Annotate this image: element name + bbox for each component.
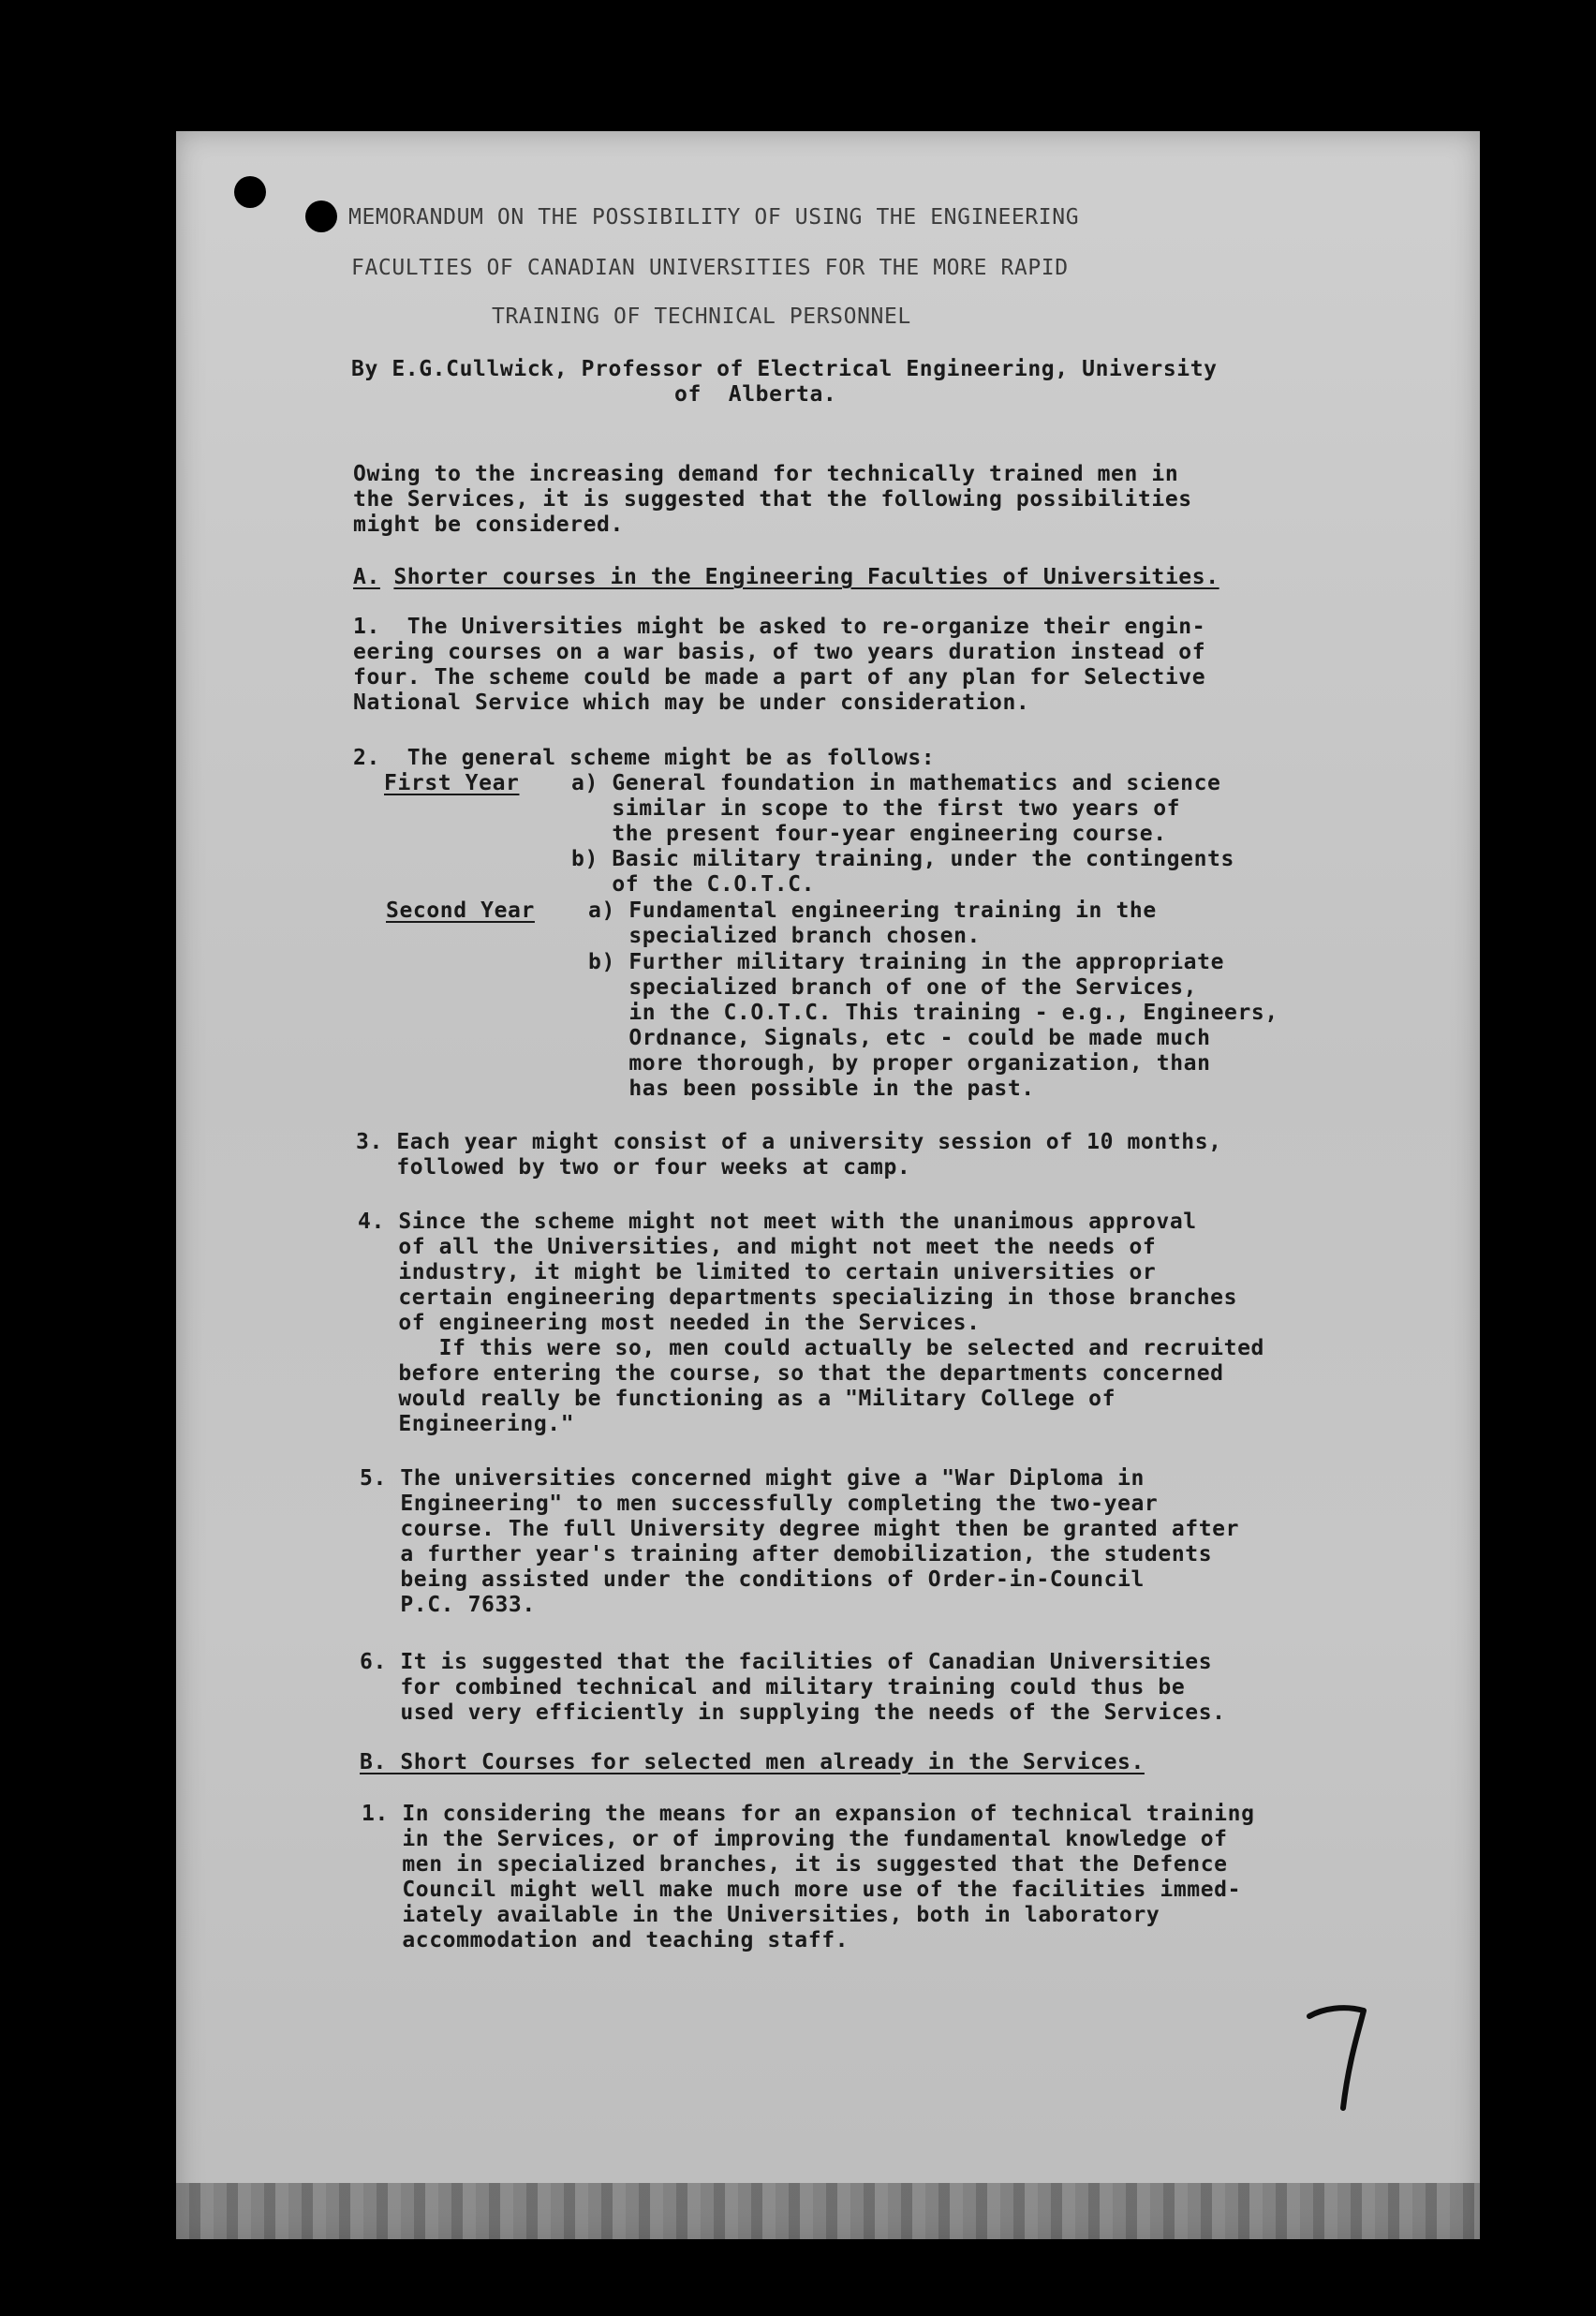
- paragraph-4-line: Engineering.": [358, 1412, 575, 1436]
- title-line-2: FACULTIES OF CANADIAN UNIVERSITIES FOR THE MORE RAPID: [351, 256, 1069, 280]
- paragraph-5-line: a further year's training after demobilization, the students: [360, 1542, 1213, 1566]
- section-b-paragraph-line: in the Services, or of improving the fundamental knowledge of: [362, 1827, 1228, 1851]
- paragraph-3-line: 3. Each year might consist of a university session of 10 months,: [356, 1130, 1222, 1154]
- byline-line-2: of Alberta.: [674, 382, 837, 407]
- first-year-item: of the C.O.T.C.: [571, 872, 816, 897]
- second-year-label: Second Year: [386, 898, 535, 923]
- section-a-heading-text: Shorter courses in the Engineering Faculties of Universities.: [393, 565, 1219, 589]
- section-b-paragraph-line: men in specialized branches, it is suggested that the Defence: [362, 1852, 1228, 1877]
- punch-hole: [234, 176, 266, 208]
- first-year-item: b) Basic military training, under the contingents: [571, 847, 1234, 871]
- first-year-item: the present four-year engineering course.: [571, 822, 1167, 846]
- paragraph-4-line: before entering the course, so that the departments concerned: [358, 1361, 1224, 1386]
- first-year-item: a) General foundation in mathematics and science: [571, 771, 1221, 795]
- second-year-item: specialized branch of one of the Services,: [588, 975, 1198, 1000]
- section-a-marker: A.: [353, 565, 380, 589]
- paragraph-4-line: would really be functioning as a "Military College of: [358, 1387, 1116, 1411]
- second-year-item: more thorough, by proper organization, than: [588, 1051, 1211, 1076]
- paragraph-4-line: certain engineering departments specializing in those branches: [358, 1285, 1238, 1310]
- section-b-paragraph-line: accommodation and teaching staff.: [362, 1928, 850, 1952]
- intro-line: might be considered.: [353, 512, 624, 537]
- section-b-paragraph-line: 1. In considering the means for an expansion of technical training: [362, 1802, 1255, 1826]
- section-a-heading: [353, 564, 1219, 590]
- intro-line: Owing to the increasing demand for technically trained men in: [353, 462, 1179, 486]
- second-year-item: b) Further military training in the appropriate: [588, 950, 1225, 974]
- paragraph-4-line: industry, it might be limited to certain universities or: [358, 1260, 1157, 1284]
- paragraph-5-line: Engineering" to men successfully completing the two-year: [360, 1492, 1159, 1516]
- paragraph-1-line: four. The scheme could be made a part of any plan for Selective: [353, 665, 1206, 690]
- second-year-item: Ordnance, Signals, etc - could be made much: [588, 1026, 1211, 1050]
- paragraph-3-line: followed by two or four weeks at camp.: [356, 1155, 911, 1180]
- paragraph-6-line: 6. It is suggested that the facilities of Canadian Universities: [360, 1650, 1213, 1674]
- paragraph-4-line: of all the Universities, and might not meet the needs of: [358, 1235, 1157, 1259]
- paragraph-1-line: eering courses on a war basis, of two years duration instead of: [353, 640, 1206, 664]
- second-year-item: a) Fundamental engineering training in the: [588, 898, 1157, 923]
- second-year-item: in the C.O.T.C. This training - e.g., Engineers,: [588, 1001, 1278, 1025]
- first-year-label: First Year: [384, 771, 520, 795]
- intro-line: the Services, it is suggested that the following possibilities: [353, 487, 1192, 512]
- torn-page-edge: [176, 2183, 1480, 2239]
- paragraph-6-line: for combined technical and military training could thus be: [360, 1675, 1186, 1700]
- punch-hole: [305, 200, 337, 232]
- section-b-paragraph-line: Council might well make much more use of the facilities immed-: [362, 1878, 1242, 1902]
- second-year-item: has been possible in the past.: [588, 1076, 1035, 1101]
- section-b-paragraph-line: iately available in the Universities, both in laboratory: [362, 1903, 1160, 1927]
- paragraph-5-line: being assisted under the conditions of Order-in-Council: [360, 1567, 1145, 1592]
- paragraph-4-line: 4. Since the scheme might not meet with the unanimous approval: [358, 1210, 1197, 1234]
- section-b-heading: B. Short Courses for selected men already in the Services.: [360, 1750, 1145, 1774]
- handwritten-page-number: [1302, 1996, 1377, 2117]
- byline-line-1: By E.G.Cullwick, Professor of Electrical Engineering, University: [351, 357, 1218, 381]
- paragraph-6-line: used very efficiently in supplying the needs of the Services.: [360, 1700, 1226, 1725]
- paragraph-5-line: 5. The universities concerned might give a "War Diploma in: [360, 1466, 1145, 1491]
- first-year-item: similar in scope to the first two years of: [571, 796, 1181, 821]
- paragraph-5-line: P.C. 7633.: [360, 1593, 536, 1617]
- paragraph-1-line: National Service which may be under consideration.: [353, 690, 1030, 715]
- title-line-3: TRAINING OF TECHNICAL PERSONNEL: [492, 304, 911, 329]
- second-year-item: specialized branch chosen.: [588, 924, 981, 948]
- paragraph-2-intro: 2. The general scheme might be as follows:: [353, 746, 936, 770]
- paragraph-1-line: 1. The Universities might be asked to re-organize their engin-: [353, 615, 1206, 639]
- paragraph-5-line: course. The full University degree might then be granted after: [360, 1517, 1240, 1541]
- title-line-1: MEMORANDUM ON THE POSSIBILITY OF USING THE ENGINEERING: [348, 205, 1080, 230]
- paragraph-4-line: of engineering most needed in the Services.: [358, 1311, 981, 1335]
- paragraph-4-line: If this were so, men could actually be selected and recruited: [358, 1336, 1264, 1360]
